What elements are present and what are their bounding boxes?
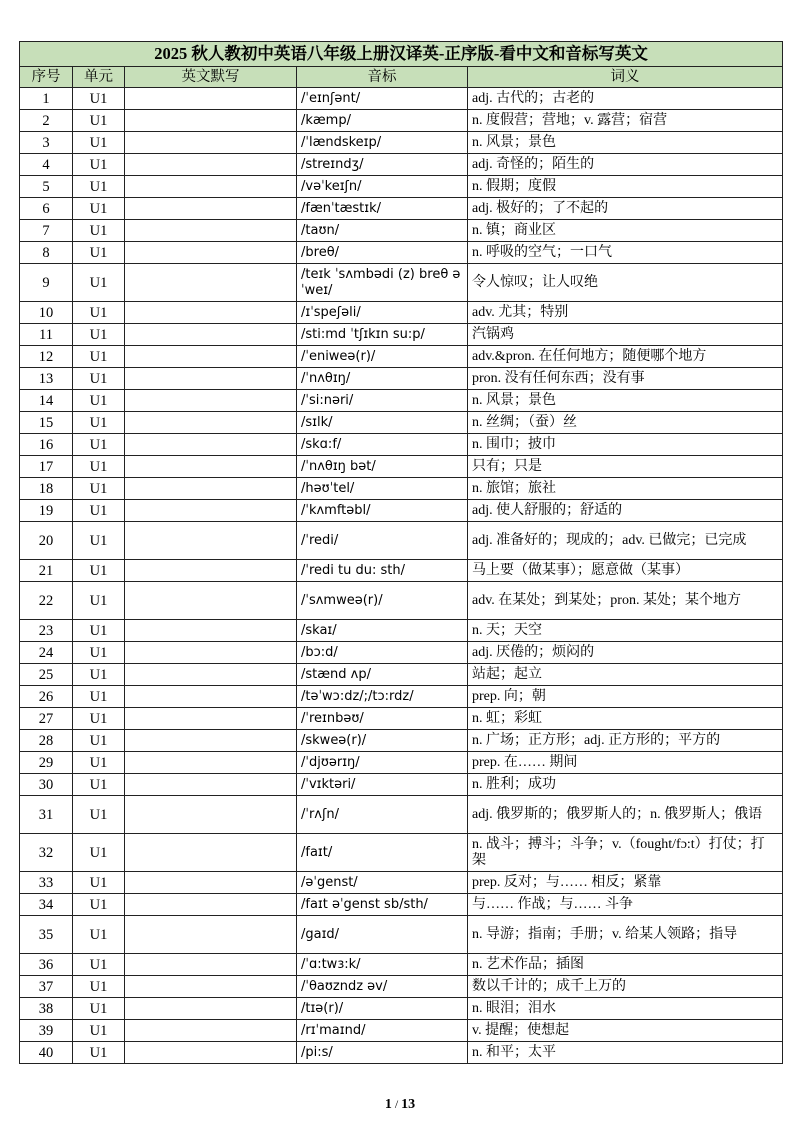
row-number-cell: 29 bbox=[20, 752, 73, 774]
meaning-cell: n. 围巾；披巾 bbox=[468, 434, 783, 456]
table-row bbox=[20, 998, 783, 1020]
phonetic-cell: /ˈeniweə(r)/ bbox=[297, 346, 468, 368]
row-number-cell: 21 bbox=[20, 560, 73, 582]
table-row bbox=[20, 302, 783, 324]
english-answer-cell[interactable] bbox=[125, 478, 297, 500]
table-row bbox=[20, 976, 783, 998]
row-number-cell: 1 bbox=[20, 88, 73, 110]
total-pages: 13 bbox=[401, 1097, 416, 1112]
row-number-cell: 20 bbox=[20, 522, 73, 560]
phonetic-cell: /ˈdjʊərɪŋ/ bbox=[297, 752, 468, 774]
page-title: 2025 秋人教初中英语八年级上册汉译英-正序版-看中文和音标写英文 bbox=[20, 42, 783, 67]
phonetic-cell: /ˈsʌmweə(r)/ bbox=[297, 582, 468, 620]
meaning-cell: 令人惊叹；让人叹绝 bbox=[468, 264, 783, 302]
unit-cell: U1 bbox=[73, 976, 125, 998]
phonetic-cell: /ˈreɪnbəʊ/ bbox=[297, 708, 468, 730]
vocabulary-table bbox=[19, 41, 783, 1064]
english-answer-cell[interactable] bbox=[125, 834, 297, 872]
row-number-cell: 17 bbox=[20, 456, 73, 478]
meaning-cell: 汽锅鸡 bbox=[468, 324, 783, 346]
row-number-cell: 38 bbox=[20, 998, 73, 1020]
phonetic-cell: /sti:md ˈtʃɪkɪn su:p/ bbox=[297, 324, 468, 346]
english-answer-cell[interactable] bbox=[125, 708, 297, 730]
table-row bbox=[20, 154, 783, 176]
meaning-cell: n. 丝绸；（蚕）丝 bbox=[468, 412, 783, 434]
table-row bbox=[20, 834, 783, 872]
english-answer-cell[interactable] bbox=[125, 872, 297, 894]
table-row bbox=[20, 894, 783, 916]
meaning-cell: n. 旅馆；旅社 bbox=[468, 478, 783, 500]
english-answer-cell[interactable] bbox=[125, 664, 297, 686]
row-number-cell: 22 bbox=[20, 582, 73, 620]
row-number-cell: 37 bbox=[20, 976, 73, 998]
unit-cell: U1 bbox=[73, 242, 125, 264]
english-answer-cell[interactable] bbox=[125, 1020, 297, 1042]
row-number-cell: 34 bbox=[20, 894, 73, 916]
unit-cell: U1 bbox=[73, 664, 125, 686]
unit-cell: U1 bbox=[73, 730, 125, 752]
phonetic-cell: /ˈredi/ bbox=[297, 522, 468, 560]
table-row bbox=[20, 176, 783, 198]
english-answer-cell[interactable] bbox=[125, 774, 297, 796]
phonetic-cell: /ˈredi tu du: sth/ bbox=[297, 560, 468, 582]
phonetic-cell: /ˈnʌθɪŋ/ bbox=[297, 368, 468, 390]
meaning-cell: v. 提醒；使想起 bbox=[468, 1020, 783, 1042]
row-number-cell: 35 bbox=[20, 916, 73, 954]
table-row bbox=[20, 500, 783, 522]
table-row bbox=[20, 642, 783, 664]
unit-cell: U1 bbox=[73, 620, 125, 642]
english-answer-cell[interactable] bbox=[125, 368, 297, 390]
unit-cell: U1 bbox=[73, 220, 125, 242]
row-number-cell: 11 bbox=[20, 324, 73, 346]
row-number-cell: 9 bbox=[20, 264, 73, 302]
english-answer-cell[interactable] bbox=[125, 582, 297, 620]
table-row bbox=[20, 478, 783, 500]
unit-cell: U1 bbox=[73, 642, 125, 664]
phonetic-cell: /teɪk ˈsʌmbədi (z) breθ əˈweɪ/ bbox=[297, 264, 468, 302]
meaning-cell: 马上要（做某事）；愿意做（某事） bbox=[468, 560, 783, 582]
meaning-cell: pron. 没有任何东西；没有事 bbox=[468, 368, 783, 390]
current-page-number: 1 bbox=[384, 1097, 392, 1112]
meaning-cell: adj. 古代的；古老的 bbox=[468, 88, 783, 110]
meaning-cell: prep. 在…… 期间 bbox=[468, 752, 783, 774]
unit-cell: U1 bbox=[73, 686, 125, 708]
unit-cell: U1 bbox=[73, 500, 125, 522]
unit-cell: U1 bbox=[73, 954, 125, 976]
meaning-cell: n. 呼吸的空气；一口气 bbox=[468, 242, 783, 264]
unit-cell: U1 bbox=[73, 302, 125, 324]
row-number-cell: 33 bbox=[20, 872, 73, 894]
meaning-cell: n. 度假营；营地；v. 露营；宿营 bbox=[468, 110, 783, 132]
phonetic-cell: /ˈeɪnʃənt/ bbox=[297, 88, 468, 110]
table-row bbox=[20, 708, 783, 730]
row-number-cell: 30 bbox=[20, 774, 73, 796]
row-number-cell: 8 bbox=[20, 242, 73, 264]
english-answer-cell[interactable] bbox=[125, 324, 297, 346]
english-answer-cell[interactable] bbox=[125, 500, 297, 522]
english-answer-cell[interactable] bbox=[125, 522, 297, 560]
english-answer-cell[interactable] bbox=[125, 686, 297, 708]
phonetic-cell: /ˈɑ:twɜ:k/ bbox=[297, 954, 468, 976]
meaning-cell: 站起；起立 bbox=[468, 664, 783, 686]
table-row bbox=[20, 456, 783, 478]
unit-cell: U1 bbox=[73, 456, 125, 478]
unit-cell: U1 bbox=[73, 434, 125, 456]
meaning-cell: n. 风景；景色 bbox=[468, 132, 783, 154]
row-number-cell: 7 bbox=[20, 220, 73, 242]
table-body bbox=[20, 88, 783, 1064]
meaning-cell: n. 风景；景色 bbox=[468, 390, 783, 412]
phonetic-cell: /skweə(r)/ bbox=[297, 730, 468, 752]
phonetic-cell: /bɔ:d/ bbox=[297, 642, 468, 664]
phonetic-cell: /tɪə(r)/ bbox=[297, 998, 468, 1020]
meaning-cell: 与…… 作战；与…… 斗争 bbox=[468, 894, 783, 916]
english-answer-cell[interactable] bbox=[125, 198, 297, 220]
unit-cell: U1 bbox=[73, 708, 125, 730]
row-number-cell: 3 bbox=[20, 132, 73, 154]
meaning-cell: n. 假期；度假 bbox=[468, 176, 783, 198]
row-number-cell: 24 bbox=[20, 642, 73, 664]
row-number-cell: 23 bbox=[20, 620, 73, 642]
phonetic-cell: /kæmp/ bbox=[297, 110, 468, 132]
unit-cell: U1 bbox=[73, 774, 125, 796]
meaning-cell: adj. 使人舒服的；舒适的 bbox=[468, 500, 783, 522]
table-row bbox=[20, 88, 783, 110]
phonetic-cell: /skaɪ/ bbox=[297, 620, 468, 642]
header-meaning: 词义 bbox=[468, 67, 783, 88]
row-number-cell: 36 bbox=[20, 954, 73, 976]
meaning-cell: adj. 俄罗斯的；俄罗斯人的；n. 俄罗斯人；俄语 bbox=[468, 796, 783, 834]
unit-cell: U1 bbox=[73, 264, 125, 302]
meaning-cell: n. 镇；商业区 bbox=[468, 220, 783, 242]
english-answer-cell[interactable] bbox=[125, 752, 297, 774]
meaning-cell: n. 虹；彩虹 bbox=[468, 708, 783, 730]
table-row bbox=[20, 412, 783, 434]
phonetic-cell: /sɪlk/ bbox=[297, 412, 468, 434]
table-row bbox=[20, 1020, 783, 1042]
phonetic-cell: /pi:s/ bbox=[297, 1042, 468, 1064]
table-row bbox=[20, 198, 783, 220]
english-answer-cell[interactable] bbox=[125, 916, 297, 954]
table-row bbox=[20, 582, 783, 620]
meaning-cell: 只有；只是 bbox=[468, 456, 783, 478]
unit-cell: U1 bbox=[73, 176, 125, 198]
meaning-cell: adv.&pron. 在任何地方；随便哪个地方 bbox=[468, 346, 783, 368]
meaning-cell: adj. 厌倦的；烦闷的 bbox=[468, 642, 783, 664]
header-number: 序号 bbox=[20, 67, 73, 88]
english-answer-cell[interactable] bbox=[125, 1042, 297, 1064]
table-row bbox=[20, 916, 783, 954]
table-row bbox=[20, 324, 783, 346]
english-answer-cell[interactable] bbox=[125, 642, 297, 664]
english-answer-cell[interactable] bbox=[125, 264, 297, 302]
unit-cell: U1 bbox=[73, 998, 125, 1020]
phonetic-cell: /faɪt əˈgenst sb/sth/ bbox=[297, 894, 468, 916]
table-row bbox=[20, 872, 783, 894]
row-number-cell: 39 bbox=[20, 1020, 73, 1042]
phonetic-cell: /skɑ:f/ bbox=[297, 434, 468, 456]
table-row bbox=[20, 220, 783, 242]
title-row bbox=[20, 42, 783, 67]
phonetic-cell: /həʊˈtel/ bbox=[297, 478, 468, 500]
english-answer-cell[interactable] bbox=[125, 176, 297, 198]
phonetic-cell: /ˈrʌʃn/ bbox=[297, 796, 468, 834]
unit-cell: U1 bbox=[73, 478, 125, 500]
english-answer-cell[interactable] bbox=[125, 730, 297, 752]
header-unit: 单元 bbox=[73, 67, 125, 88]
english-answer-cell[interactable] bbox=[125, 560, 297, 582]
meaning-cell: n. 艺术作品；插图 bbox=[468, 954, 783, 976]
row-number-cell: 2 bbox=[20, 110, 73, 132]
unit-cell: U1 bbox=[73, 834, 125, 872]
english-answer-cell[interactable] bbox=[125, 412, 297, 434]
phonetic-cell: /fænˈtæstɪk/ bbox=[297, 198, 468, 220]
meaning-cell: n. 导游；指南；手册；v. 给某人领路；指导 bbox=[468, 916, 783, 954]
meaning-cell: prep. 向；朝 bbox=[468, 686, 783, 708]
phonetic-cell: /ˈkʌmftəbl/ bbox=[297, 500, 468, 522]
row-number-cell: 28 bbox=[20, 730, 73, 752]
phonetic-cell: /taʊn/ bbox=[297, 220, 468, 242]
table-row bbox=[20, 620, 783, 642]
header-phonetic: 音标 bbox=[297, 67, 468, 88]
phonetic-cell: /breθ/ bbox=[297, 242, 468, 264]
table-row bbox=[20, 346, 783, 368]
table-row bbox=[20, 264, 783, 302]
unit-cell: U1 bbox=[73, 154, 125, 176]
row-number-cell: 15 bbox=[20, 412, 73, 434]
table-row bbox=[20, 1042, 783, 1064]
unit-cell: U1 bbox=[73, 796, 125, 834]
english-answer-cell[interactable] bbox=[125, 434, 297, 456]
english-answer-cell[interactable] bbox=[125, 110, 297, 132]
row-number-cell: 40 bbox=[20, 1042, 73, 1064]
row-number-cell: 10 bbox=[20, 302, 73, 324]
unit-cell: U1 bbox=[73, 894, 125, 916]
english-answer-cell[interactable] bbox=[125, 796, 297, 834]
english-answer-cell[interactable] bbox=[125, 346, 297, 368]
english-answer-cell[interactable] bbox=[125, 390, 297, 412]
vocabulary-sheet bbox=[19, 41, 782, 1064]
table-row bbox=[20, 132, 783, 154]
phonetic-cell: /faɪt/ bbox=[297, 834, 468, 872]
phonetic-cell: /streɪndʒ/ bbox=[297, 154, 468, 176]
unit-cell: U1 bbox=[73, 752, 125, 774]
english-answer-cell[interactable] bbox=[125, 456, 297, 478]
english-answer-cell[interactable] bbox=[125, 620, 297, 642]
unit-cell: U1 bbox=[73, 872, 125, 894]
table-row bbox=[20, 242, 783, 264]
english-answer-cell[interactable] bbox=[125, 132, 297, 154]
table-row bbox=[20, 522, 783, 560]
english-answer-cell[interactable] bbox=[125, 954, 297, 976]
unit-cell: U1 bbox=[73, 324, 125, 346]
unit-cell: U1 bbox=[73, 1042, 125, 1064]
row-number-cell: 19 bbox=[20, 500, 73, 522]
unit-cell: U1 bbox=[73, 368, 125, 390]
table-row bbox=[20, 110, 783, 132]
meaning-cell: n. 战斗；搏斗；斗争；v.（fought/fɔ:t）打仗；打架 bbox=[468, 834, 783, 872]
row-number-cell: 27 bbox=[20, 708, 73, 730]
row-number-cell: 13 bbox=[20, 368, 73, 390]
page-separator: / bbox=[394, 1097, 399, 1111]
table-row bbox=[20, 664, 783, 686]
unit-cell: U1 bbox=[73, 88, 125, 110]
meaning-cell: n. 广场；正方形；adj. 正方形的；平方的 bbox=[468, 730, 783, 752]
unit-cell: U1 bbox=[73, 390, 125, 412]
table-row bbox=[20, 390, 783, 412]
row-number-cell: 16 bbox=[20, 434, 73, 456]
unit-cell: U1 bbox=[73, 522, 125, 560]
header-row bbox=[20, 67, 783, 88]
unit-cell: U1 bbox=[73, 132, 125, 154]
row-number-cell: 14 bbox=[20, 390, 73, 412]
english-answer-cell[interactable] bbox=[125, 302, 297, 324]
english-answer-cell[interactable] bbox=[125, 154, 297, 176]
row-number-cell: 25 bbox=[20, 664, 73, 686]
table-row bbox=[20, 434, 783, 456]
row-number-cell: 31 bbox=[20, 796, 73, 834]
phonetic-cell: /ˈvɪktəri/ bbox=[297, 774, 468, 796]
phonetic-cell: /vəˈkeɪʃn/ bbox=[297, 176, 468, 198]
table-row bbox=[20, 730, 783, 752]
meaning-cell: n. 和平；太平 bbox=[468, 1042, 783, 1064]
phonetic-cell: /ˈnʌθɪŋ bət/ bbox=[297, 456, 468, 478]
row-number-cell: 26 bbox=[20, 686, 73, 708]
phonetic-cell: /əˈgenst/ bbox=[297, 872, 468, 894]
unit-cell: U1 bbox=[73, 412, 125, 434]
english-answer-cell[interactable] bbox=[125, 220, 297, 242]
table-row bbox=[20, 774, 783, 796]
english-answer-cell[interactable] bbox=[125, 998, 297, 1020]
phonetic-cell: /ɪˈspeʃəli/ bbox=[297, 302, 468, 324]
english-answer-cell[interactable] bbox=[125, 976, 297, 998]
phonetic-cell: /təˈwɔ:dz/;/tɔ:rdz/ bbox=[297, 686, 468, 708]
meaning-cell: adj. 极好的；了不起的 bbox=[468, 198, 783, 220]
meaning-cell: adj. 奇怪的；陌生的 bbox=[468, 154, 783, 176]
phonetic-cell: /ˈθaʊzndz əv/ bbox=[297, 976, 468, 998]
table-row bbox=[20, 954, 783, 976]
meaning-cell: adv. 在某处；到某处；pron. 某处；某个地方 bbox=[468, 582, 783, 620]
phonetic-cell: /ˈsi:nəri/ bbox=[297, 390, 468, 412]
row-number-cell: 6 bbox=[20, 198, 73, 220]
table-row bbox=[20, 560, 783, 582]
row-number-cell: 12 bbox=[20, 346, 73, 368]
unit-cell: U1 bbox=[73, 346, 125, 368]
meaning-cell: adj. 准备好的；现成的；adv. 已做完；已完成 bbox=[468, 522, 783, 560]
unit-cell: U1 bbox=[73, 1020, 125, 1042]
english-answer-cell[interactable] bbox=[125, 894, 297, 916]
row-number-cell: 18 bbox=[20, 478, 73, 500]
phonetic-cell: /ˈlændskeɪp/ bbox=[297, 132, 468, 154]
row-number-cell: 32 bbox=[20, 834, 73, 872]
english-answer-cell[interactable] bbox=[125, 88, 297, 110]
meaning-cell: n. 眼泪；泪水 bbox=[468, 998, 783, 1020]
unit-cell: U1 bbox=[73, 110, 125, 132]
row-number-cell: 4 bbox=[20, 154, 73, 176]
meaning-cell: adv. 尤其；特别 bbox=[468, 302, 783, 324]
phonetic-cell: /rɪˈmaɪnd/ bbox=[297, 1020, 468, 1042]
meaning-cell: prep. 反对；与…… 相反；紧靠 bbox=[468, 872, 783, 894]
unit-cell: U1 bbox=[73, 198, 125, 220]
meaning-cell: 数以千计的；成千上万的 bbox=[468, 976, 783, 998]
table-row bbox=[20, 796, 783, 834]
meaning-cell: n. 胜利；成功 bbox=[468, 774, 783, 796]
unit-cell: U1 bbox=[73, 582, 125, 620]
unit-cell: U1 bbox=[73, 916, 125, 954]
page-footer bbox=[0, 1097, 800, 1113]
header-english-dictation: 英文默写 bbox=[125, 67, 297, 88]
unit-cell: U1 bbox=[73, 560, 125, 582]
row-number-cell: 5 bbox=[20, 176, 73, 198]
table-row bbox=[20, 368, 783, 390]
table-row bbox=[20, 752, 783, 774]
phonetic-cell: /gaɪd/ bbox=[297, 916, 468, 954]
english-answer-cell[interactable] bbox=[125, 242, 297, 264]
phonetic-cell: /stænd ʌp/ bbox=[297, 664, 468, 686]
meaning-cell: n. 天；天空 bbox=[468, 620, 783, 642]
table-row bbox=[20, 686, 783, 708]
